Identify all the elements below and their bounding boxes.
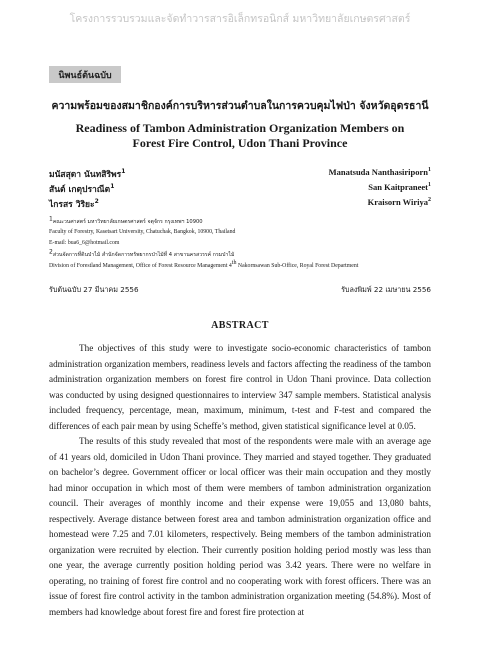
author-1-thai: มนัสสุดา นันทสิริพร$^1$ [49,168,126,180]
affiliation-2-thai: $^2$ส่วนจัดการที่ดินป่าไม้ สำนักจัดการทรัพยากรป่าไม้ที่ 4 สาขานครสวรรค์ กรมป่าไม้ [49,248,235,258]
received-date: รับต้นฉบับ 27 มีนาคม 2556 [49,285,139,294]
author-3-english: Kraisorn Wiriya$^2$ [367,197,431,207]
author-1-english: Manatsuda Nanthasiriporn$^1$ [328,167,431,177]
section-label: นิพนธ์ต้นฉบับ [49,66,121,83]
affiliation-2-english: Division of Forestland Management, Office of Forest Resource Management 4th Nakornsawan Sub-Office, Royal Forest Department [49,260,359,269]
affiliation-1-english: Faculty of Forestry, Kasetsart University, Chatuchak, Bangkok, 10900, Thailand [49,229,236,235]
thai-title: ความพร้อมของสมาชิกองค์การบริหารส่วนตำบลในการควบคุมไฟป่า จังหวัดอุดรธานี [51,100,429,112]
author-2-thai: สันต์ เกตุปราณีต$^1$ [49,183,115,195]
accepted-date: รับลงพิมพ์ 22 เมษายน 2556 [341,285,431,294]
english-title-line-1: Readiness of Tambon Administration Organization Members on [75,121,405,135]
english-title [30,121,450,151]
abstract-heading: ABSTRACT [211,320,269,331]
abstract-paragraph-2: The results of this study revealed that most of the respondents were male with an average age of 41 years old, domiciled in Udon Thani province. They married and stayed together. They graduated on bachelor’s degree. Government officer or local officer was their main occupation and they mostly had minor occupation in which most of them were members of tambon administration organization council. Their averages of monthly income and their expense were 19,055 and 13,080 bahts, respectively. Average distance between forest area and tambon administration organization office and homestead were 7.25 and 7.01 kilometers, respectively. Being members of the tambon administration organization were recruited by election. Their currently position holding period mostly was less than one year, the average currently position holding period was 3.42 years. There were no welfare in operating, no training of forest fire control and no cooperating work with forest officers. There was an issue of forest fire control activity in the tambon administration organization meeting (54.8%). Most of members had knowledge about forest fire and forest fire protection at [49,436,431,617]
abstract-paragraph-1: The objectives of this study were to investigate socio-economic characteristics of tambon administration organization members, readiness levels and factors affecting the readiness of the tambon administration organization members on forest fire control in Udon Thani province. Data collection was conducted by using designed questionnaires to interview 347 sample members. Statistical analysis included frequency, percentage, mean, maximum, minimum, t-test and F-test and compared the differences of each pair mean by using Scheffe’s method, given statistical significance level at 0.05. [49,343,431,431]
header-watermark: โครงการรวบรวมและจัดทำวารสารอิเล็กทรอนิกส์ มหาวิทยาลัยเกษตรศาสตร์ [69,13,411,25]
author-email: E-mail: bua6_6@hotmail.com [49,240,120,246]
author-3-thai: ไกรสร วิริยะ$^2$ [49,198,99,210]
article-dates [49,285,431,296]
author-2-english: San Kaitpraneet$^1$ [368,182,431,192]
affiliation-1-thai: $^1$คณะวนศาสตร์ มหาวิทยาลัยเกษตรศาสตร์ จตุจักร กรุงเทพฯ 10900 [49,215,203,225]
english-title-line-2: Forest Fire Control, Udon Thani Province [132,136,348,150]
abstract-body [49,341,431,620]
